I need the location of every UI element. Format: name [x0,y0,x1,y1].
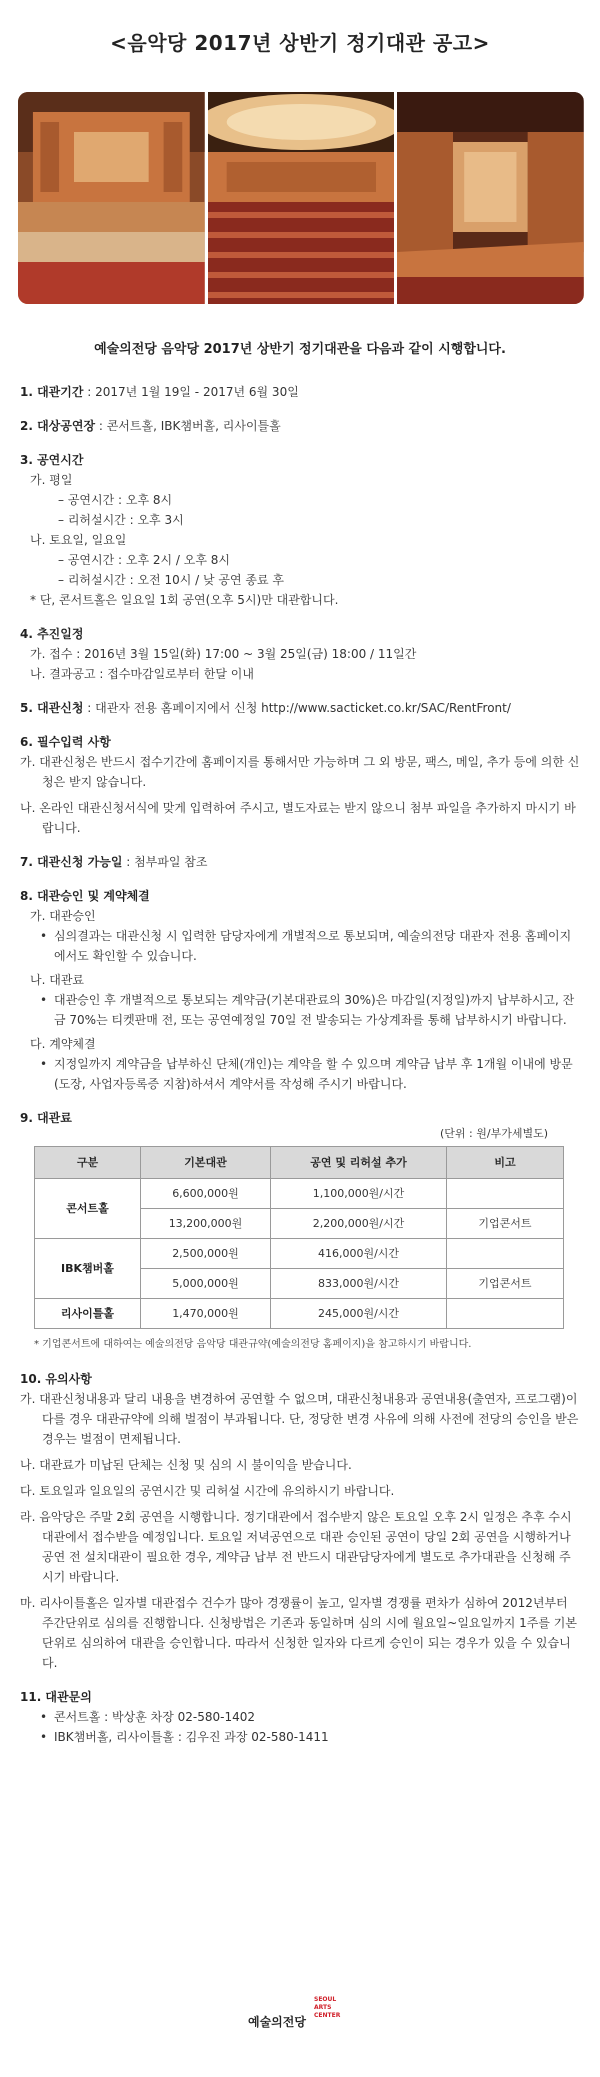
section-schedule [20,624,580,684]
contract-text: • 지정일까지 계약금을 납부하신 단체(개인)는 계약을 할 수 있으며 계약금 납부 후 1개월 이내에 방문(도장, 사업자등록증 지참)하셔서 계약서를 작성해 주시기 바랍니다. [40,1054,580,1094]
logo-mark-line: SEOUL [314,1996,337,2003]
section-heading: 1. 대관기간 [20,385,84,399]
table-row [35,1179,564,1209]
section-heading: 8. 대관승인 및 계약체결 [20,889,150,903]
application-url-text[interactable]: : 대관자 전용 홈페이지에서 신청 http://www.sacticket.co.kr/SAC/RentFront/ [83,701,511,715]
table-cell: 기업콘서트 [447,1209,564,1239]
section-heading: 2. 대상공연장 [20,419,96,433]
weekend-label: 나. 토요일, 일요일 [30,533,127,547]
table-cell: 5,000,000원 [141,1269,271,1299]
section-available-dates [20,852,580,872]
table-cell: 1,470,000원 [141,1299,271,1329]
section-heading: 9. 대관료 [20,1111,72,1125]
page-title: <음악당 2017년 상반기 정기대관 공고> [110,31,490,55]
section-text: : 콘서트홀, IBK챔버홀, 리사이틀홀 [95,419,281,433]
weekday-rehearsal-time: – 리허설시간 : 오후 3시 [58,513,184,527]
section-text: : 2017년 1월 19일 - 2017년 6월 30일 [83,385,299,399]
schedule-application: 가. 접수 : 2016년 3월 15일(화) 17:00 ~ 3월 25일(금) 18:00 / 11일간 [30,647,417,661]
table-cell: 833,000원/시간 [271,1269,447,1299]
section-application [20,698,580,718]
table-cell: 416,000원/시간 [271,1239,447,1269]
table-header: 공연 및 리허설 추가 [271,1147,447,1179]
table-row [35,1239,564,1269]
note-e: 마. 리사이틀홀은 일자별 대관접수 건수가 많아 경쟁률이 높고, 일자별 경쟁률 편차가 심하여 2012년부터 주간단위로 심의를 진행합니다. 신청방법은 기존과 동일하며 심의 시에 월요일~일요일까지 1주를 기본단위로 심의하여 대관을 승인합니다. 따라서 신청한 일자와 다르게 승인이 되는 경우가 있을 수 있습니다. [20,1596,577,1670]
logo-mark-line: CENTER [314,2012,341,2019]
section-inquiry [10,1687,580,1747]
photo-recital-hall [18,92,205,304]
section-performance-time [20,450,580,610]
fee-unit-label: (단위 : 원/부가세별도) [440,1127,548,1140]
section-heading: 11. 대관문의 [20,1690,92,1704]
logo-text: 예술의전당 [248,2015,306,2029]
table-header: 비고 [447,1147,564,1179]
fee-table [34,1146,564,1329]
section-notes [10,1369,580,1673]
approval-label: 가. 대관승인 [30,909,96,923]
section-heading: 4. 추진일정 [20,627,84,641]
section-heading: 7. 대관신청 가능일 [20,855,123,869]
contact-concert-hall: • 콘서트홀 : 박상훈 차장 02-580-1402 [40,1707,580,1727]
table-cell [447,1239,564,1269]
section-required-input [10,732,580,838]
note-c: 다. 토요일과 일요일의 공연시간 및 리허설 시간에 유의하시기 바랍니다. [20,1484,395,1498]
required-input-b: 나. 온라인 대관신청서식에 맞게 입력하여 주시고, 별도자료는 받지 않으니 첨부 파일을 추가하지 마시기 바랍니다. [20,801,576,835]
seoul-arts-center-logo [248,1992,348,2032]
table-cell-venue: IBK챔버홀 [35,1239,141,1299]
approval-text: • 심의결과는 대관신청 시 입력한 담당자에게 개별적으로 통보되며, 예술의전당 대관자 전용 홈페이지에서도 확인할 수 있습니다. [40,926,580,966]
weekend-perf-time: – 공연시간 : 오후 2시 / 오후 8시 [58,553,230,567]
schedule-result: 나. 결과공고 : 접수마감일로부터 한달 이내 [30,667,254,681]
section-heading: 6. 필수입력 사항 [20,735,111,749]
table-cell: 기업콘서트 [447,1269,564,1299]
section-heading: 10. 유의사항 [20,1372,92,1386]
logo-mark-icon [312,1992,342,2022]
weekday-label: 가. 평일 [30,473,73,487]
weekend-rehearsal-time: – 리허설시간 : 오전 10시 / 낮 공연 종료 후 [58,573,284,587]
section-target-venues [20,416,580,436]
table-cell [447,1299,564,1329]
photo-concert-hall [208,92,395,304]
section-rental-fee [10,1108,580,1355]
section-approval-contract [10,886,580,1094]
table-header: 기본대관 [141,1147,271,1179]
table-cell [447,1179,564,1209]
fee-text: • 대관승인 후 개별적으로 통보되는 계약금(기본대관료의 30%)은 마감일(지정일)까지 납부하시고, 잔금 70%는 티켓판매 전, 또는 공연예정일 70일 전 발송되는 가상계좌를 통해 납부하시기 바랍니다. [40,990,580,1030]
hall-photo-strip [18,92,584,304]
contract-label: 다. 계약체결 [30,1037,96,1051]
table-cell: 2,500,000원 [141,1239,271,1269]
weekday-perf-time: – 공연시간 : 오후 8시 [58,493,173,507]
table-cell: 13,200,000원 [141,1209,271,1239]
note-d: 라. 음악당은 주말 2회 공연을 시행합니다. 정기대관에서 접수받지 않은 토요일 오후 2시 일정은 추후 수시대관에서 접수받을 예정입니다. 토요일 저녁공연으로 대관 승인된 공연이 당일 2회 공연을 시행하거나 공연 전 설치대관이 필요한 경우, 계약금 납부 전 반드시 대관담당자에게 별도로 추가대관을 신청해 주시기 바랍니다. [20,1510,572,1584]
fee-table-note: * 기업콘서트에 대하여는 예술의전당 음악당 대관규약(예술의전당 홈페이지)을 참고하시기 바랍니다. [34,1339,472,1350]
table-cell-venue: 리사이틀홀 [35,1299,141,1329]
logo-mark-line: ARTS [314,2004,332,2011]
table-header-row [35,1147,564,1179]
table-row [35,1299,564,1329]
section-heading: 5. 대관신청 [20,701,84,715]
fee-label: 나. 대관료 [30,973,84,987]
section-heading: 3. 공연시간 [20,453,84,467]
table-cell: 2,200,000원/시간 [271,1209,447,1239]
intro-text: 예술의전당 음악당 2017년 상반기 정기대관을 다음과 같이 시행합니다. [94,342,506,357]
required-input-a: 가. 대관신청은 반드시 접수기간에 홈페이지를 통해서만 가능하며 그 외 방문, 팩스, 메일, 추가 등에 의한 신청은 받지 않습니다. [20,755,580,789]
note-a: 가. 대관신청내용과 달리 내용을 변경하여 공연할 수 없으며, 대관신청내용과 공연내용(출연자, 프로그램)이 다를 경우 대관규약에 의해 벌점이 부과됩니다. 단, 정당한 변경 사유에 의해 사전에 전당의 승인을 받은 경우는 벌점이 면제됩니다. [20,1392,579,1446]
section-rental-period [20,382,580,402]
table-cell: 1,100,000원/시간 [271,1179,447,1209]
table-header: 구분 [35,1147,141,1179]
table-cell: 245,000원/시간 [271,1299,447,1329]
concert-hall-note: * 단, 콘서트홀은 일요일 1회 공연(오후 5시)만 대관합니다. [30,593,339,607]
section-text: : 첨부파일 참조 [122,855,208,869]
photo-ibk-chamber-hall [397,92,584,304]
contact-ibk-recital: • IBK챔버홀, 리사이틀홀 : 김우진 과장 02-580-1411 [40,1727,580,1747]
table-cell: 6,600,000원 [141,1179,271,1209]
note-b: 나. 대관료가 미납된 단체는 신청 및 심의 시 불이익을 받습니다. [20,1458,352,1472]
table-cell-venue: 콘서트홀 [35,1179,141,1239]
